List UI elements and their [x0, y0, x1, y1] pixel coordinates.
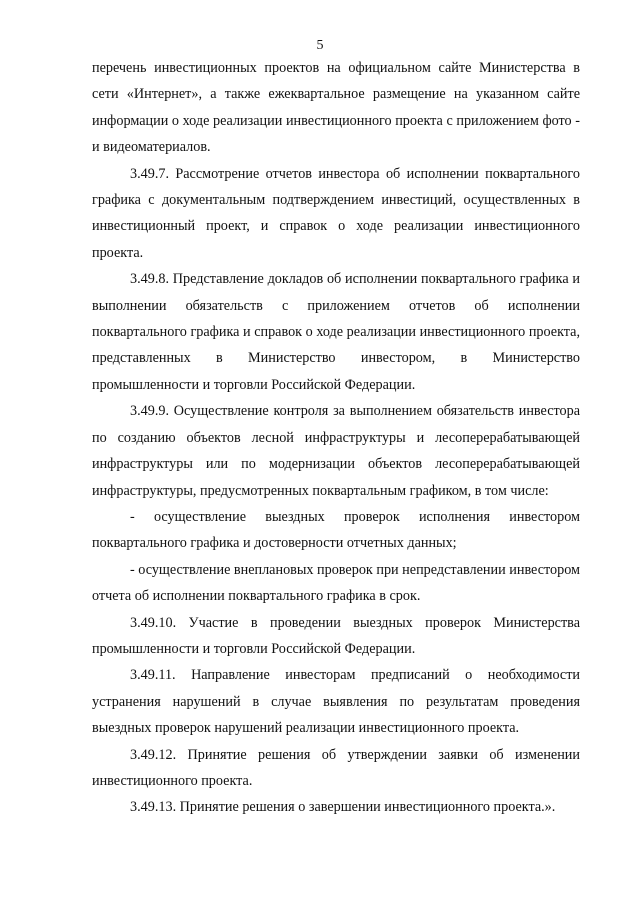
page-number: 5: [316, 38, 324, 53]
paragraph-3-49-12: 3.49.12. Принятие решения об утверждении заявки об изменении инвестиционного проекта.: [92, 746, 580, 789]
paragraph-continuation: перечень инвестиционных проектов на официальном сайте Министерства в сети «Интернет», а также ежеквартальное размещение на указанном сайте информации о ходе реализации инвестиционного проекта с приложением фото - и видеоматериалов.: [92, 60, 580, 156]
paragraph-3-49-7: 3.49.7. Рассмотрение отчетов инвестора об исполнении поквартального графика с документальным подтверждением инвестиций, осуществленных в инвестиционный проект, и справок о ходе реализации инвестиционного проекта.: [92, 165, 580, 261]
list-item-unscheduled-checks: - осуществление внеплановых проверок при непредставлении инвестором отчета об исполнении поквартального графика в срок.: [92, 561, 581, 605]
paragraph-3-49-9: 3.49.9. Осуществление контроля за выполнением обязательств инвестора по созданию объектов лесной инфраструктуры и лесоперерабатывающей инфраструктуры или по модернизации объектов лесоперерабатывающей инфраструктуры, предусмотренных поквартальным графиком, в том числе:: [92, 403, 580, 499]
document-body: [92, 55, 580, 821]
list-item-field-checks: - осуществление выездных проверок исполнения инвестором поквартального графика и достоверности отчетных данных;: [92, 508, 580, 552]
paragraph-3-49-8: 3.49.8. Представление докладов об исполнении поквартального графика и выполнении обязательств с приложением отчетов об исполнении поквартального графика и справок о ходе реализации инвестиционного проекта, представленных в Министерство инвестором, в Министерство промышленности и торговли Российской Федерации.: [92, 271, 580, 393]
paragraph-3-49-11: 3.49.11. Направление инвесторам предписаний о необходимости устранения нарушений в случае выявления по результатам проведения выездных проверок нарушений реализации инвестиционного проекта.: [92, 667, 580, 737]
paragraph-3-49-10: 3.49.10. Участие в проведении выездных проверок Министерства промышленности и торговли Российской Федерации.: [92, 614, 580, 657]
paragraph-3-49-13: 3.49.13. Принятие решения о завершении инвестиционного проекта.».: [130, 799, 556, 816]
